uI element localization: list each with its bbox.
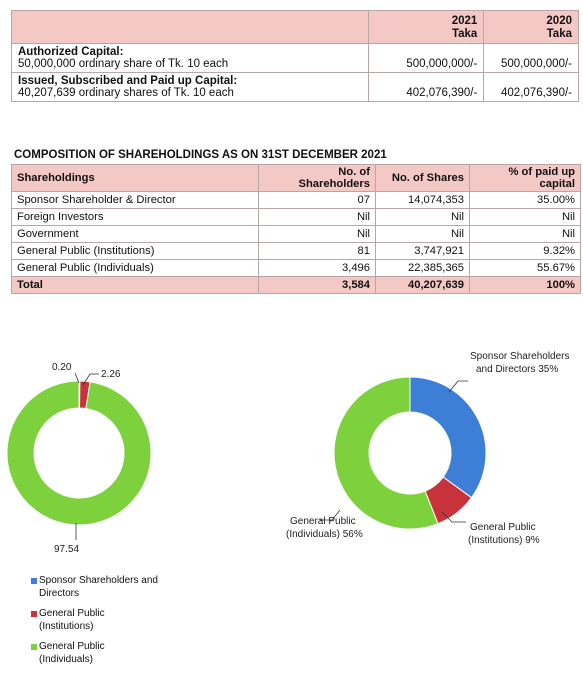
cell-shares: 22,385,365	[376, 260, 470, 277]
cell-shareholders: 3,496	[259, 260, 376, 277]
legend-label: Sponsor Shareholders and	[39, 575, 158, 586]
unit-2020: Taka	[546, 28, 572, 40]
legend-item-institutions	[31, 608, 179, 633]
data-label: 97.54	[54, 544, 80, 555]
data-label: General Public	[290, 516, 356, 527]
cell-shareholders: 07	[259, 192, 376, 209]
cell-shares: Nil	[376, 226, 470, 243]
cell-shareholders: Nil	[259, 226, 376, 243]
cell-shares: 14,074,353	[376, 192, 470, 209]
legend-label: (Institutions)	[39, 620, 94, 632]
authorized-2021-value: 500,000,000/-	[369, 44, 484, 73]
cell-category: Sponsor Shareholder & Director	[12, 192, 259, 209]
legend-label: (Individuals)	[39, 653, 93, 665]
slice-sponsor	[410, 377, 486, 498]
col-header-percent: % of paid up capital	[470, 165, 581, 192]
cell-shares: Nil	[376, 209, 470, 226]
legend-swatch	[31, 578, 37, 584]
col-header-shareholders: No. of Shareholders	[259, 165, 376, 192]
total-shareholders: 3,584	[259, 277, 376, 294]
cell-percent: 9.32%	[470, 243, 581, 260]
col-header-shareholdings: Shareholdings	[12, 165, 259, 192]
year-2020: 2020	[546, 15, 572, 27]
legend-label: Directors	[39, 587, 80, 599]
authorized-capital-detail: 50,000,000 ordinary share of Tk. 10 each	[18, 58, 229, 70]
data-label: (Institutions) 9%	[468, 535, 540, 546]
cell-category: General Public (Institutions)	[12, 243, 259, 260]
cell-percent: 35.00%	[470, 192, 581, 209]
cell-category: General Public (Individuals)	[12, 260, 259, 277]
legend-item-sponsor	[31, 575, 179, 600]
donut-chart-shareholders	[7, 381, 151, 525]
legend-label: General Public	[39, 608, 105, 619]
total-percent: 100%	[470, 277, 581, 294]
data-label: Sponsor Shareholders	[470, 351, 570, 362]
authorized-capital-title: Authorized Capital:	[18, 46, 124, 58]
paid-up-capital-title: Issued, Subscribed and Paid up Capital:	[18, 75, 238, 87]
donut-chart-shares	[334, 377, 486, 529]
total-shares: 40,207,639	[376, 277, 470, 294]
total-label: Total	[12, 277, 259, 294]
cell-shareholders: 81	[259, 243, 376, 260]
chart-legend	[31, 575, 179, 674]
cell-shares: 3,747,921	[376, 243, 470, 260]
data-label: (Individuals) 56%	[286, 529, 363, 540]
authorized-2020-value: 500,000,000/-	[484, 44, 579, 73]
data-label: 0.20	[52, 362, 72, 373]
unit-2021: Taka	[451, 28, 478, 40]
legend-item-individuals	[31, 641, 179, 666]
paid-up-2021-value: 402,076,390/-	[369, 73, 484, 102]
cell-category: Foreign Investors	[12, 209, 259, 226]
year-2021: 2021	[451, 15, 478, 27]
data-label: and Directors 35%	[476, 364, 559, 375]
data-label: 2.26	[101, 369, 121, 380]
legend-label: General Public	[39, 641, 105, 652]
col-header-shares: No. of Shares	[376, 165, 470, 192]
cell-percent: Nil	[470, 209, 581, 226]
cell-percent: 55.67%	[470, 260, 581, 277]
legend-swatch	[31, 611, 37, 617]
paid-up-capital-detail: 40,207,639 ordinary shares of Tk. 10 each	[18, 87, 234, 99]
paid-up-2020-value: 402,076,390/-	[484, 73, 579, 102]
composition-heading: COMPOSITION OF SHAREHOLDINGS AS ON 31ST DECEMBER 2021	[14, 149, 387, 161]
cell-category: Government	[12, 226, 259, 243]
cell-percent: Nil	[470, 226, 581, 243]
data-label: General Public	[470, 522, 536, 533]
slice-individuals	[7, 381, 151, 525]
legend-swatch	[31, 644, 37, 650]
cell-shareholders: Nil	[259, 209, 376, 226]
